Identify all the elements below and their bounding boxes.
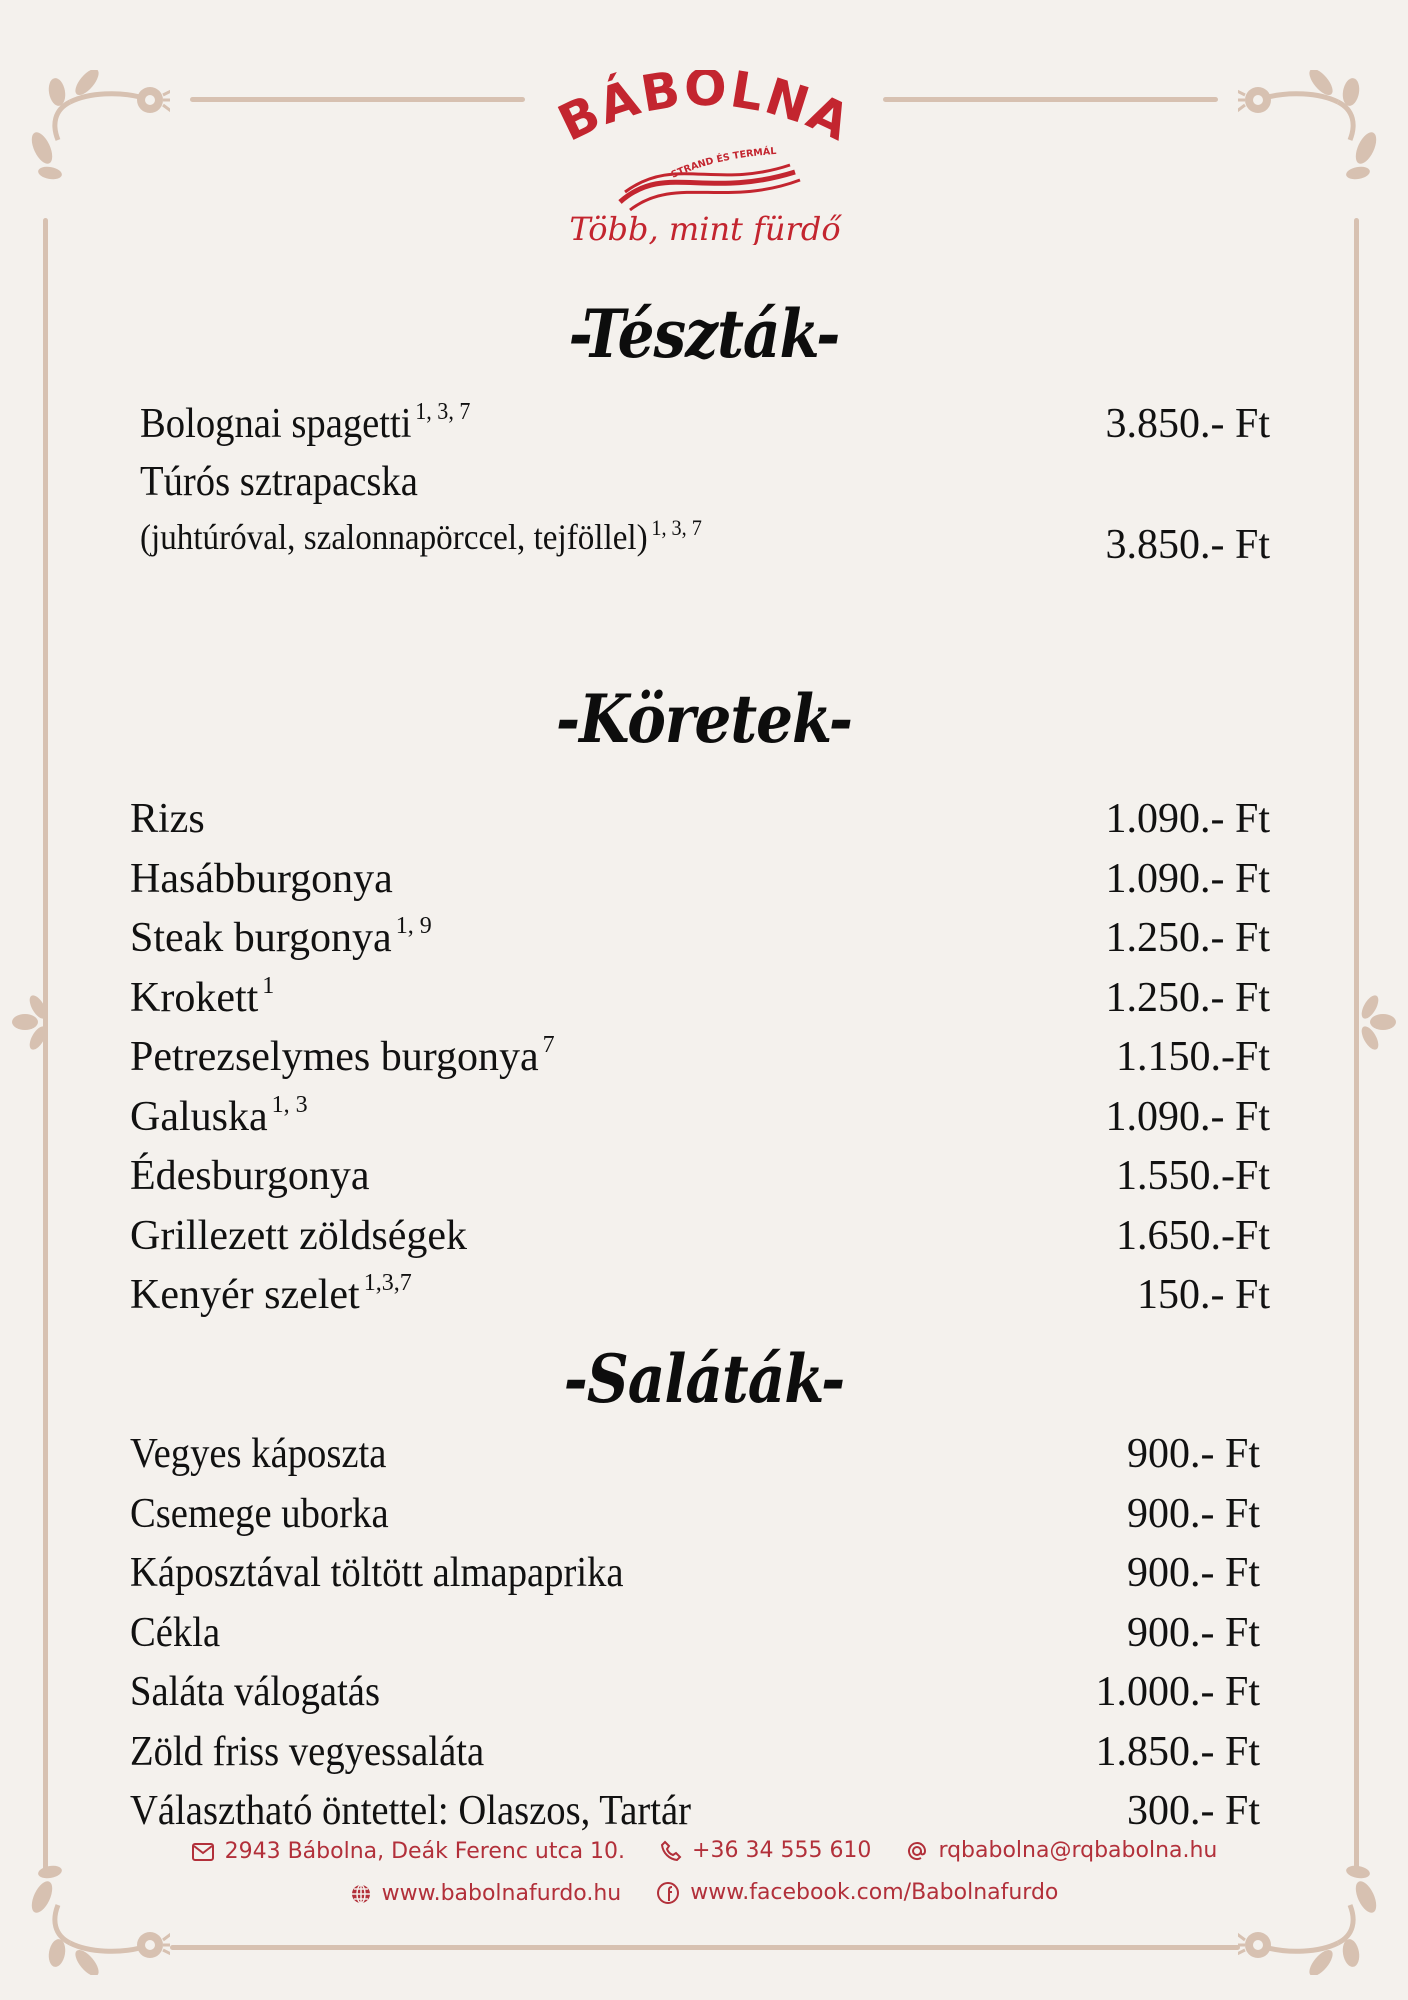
allergen-codes: 1, 3, 7 xyxy=(415,399,471,425)
logo-slogan-text: Több, mint fürdő xyxy=(569,210,841,245)
footer-phone[interactable]: +36 34 555 610 xyxy=(660,1838,871,1863)
item-name: Csemege uborka xyxy=(130,1490,389,1537)
frame-top-line-right xyxy=(883,97,1218,102)
menu-item xyxy=(130,1490,1260,1546)
frame-top-line-left xyxy=(190,97,525,102)
item-price: 900.- Ft xyxy=(1126,1550,1260,1596)
item-name: Túrós sztrapacska xyxy=(140,459,418,505)
item-name: Választható öntettel: Olaszos, Tartár xyxy=(130,1788,691,1834)
phone-icon xyxy=(660,1840,682,1862)
item-price: 900.- Ft xyxy=(1126,1490,1260,1537)
item-price: 300.- Ft xyxy=(1126,1788,1260,1834)
item-name: Káposztával töltött almapaprika xyxy=(130,1550,624,1596)
item-name: Saláta válogatás xyxy=(130,1669,380,1715)
menu-item xyxy=(140,458,1270,514)
menu-item xyxy=(130,1271,1270,1327)
menu-item xyxy=(130,1430,1260,1486)
globe-icon xyxy=(350,1883,372,1905)
babolna-logo xyxy=(555,70,855,245)
menu-item xyxy=(140,516,1270,572)
menu-item xyxy=(130,1549,1260,1605)
item-name: Bolognai spagetti $^{1, 3, 7}$ xyxy=(140,399,471,447)
footer-web-line xyxy=(0,1880,1408,1911)
item-price: 1.850.- Ft xyxy=(1095,1728,1260,1775)
allergen-codes: 1 xyxy=(262,972,275,999)
item-name: Vegyes káposzta xyxy=(130,1431,387,1477)
menu-item xyxy=(130,795,1270,851)
frame-bottom-line xyxy=(170,1945,1240,1950)
item-price: 1.650.-Ft xyxy=(1115,1212,1270,1259)
corner-ornament-top-right xyxy=(1238,70,1388,190)
menu-item xyxy=(130,1787,1260,1843)
item-name: Petrezselymes burgonya $^7$ xyxy=(130,1032,555,1080)
allergen-codes: 1, 9 xyxy=(395,913,432,939)
menu-item xyxy=(130,855,1270,911)
section-title-salads: -Saláták- xyxy=(563,1339,845,1419)
item-name: Rizs xyxy=(130,796,205,842)
item-name: Steak burgonya $^{1, 9}$ xyxy=(130,913,432,961)
item-price: 900.- Ft xyxy=(1126,1609,1260,1656)
item-price: 1.550.-Ft xyxy=(1115,1153,1270,1199)
footer-email[interactable]: rqbabolna@rqbabolna.hu xyxy=(906,1838,1217,1863)
menu-item xyxy=(130,974,1270,1030)
item-price: 1.250.- Ft xyxy=(1105,974,1270,1021)
item-name: Cékla xyxy=(130,1609,221,1656)
section-title-sides: -Köretek- xyxy=(556,679,852,759)
footer-address: 2943 Bábolna, Deák Ferenc utca 10. xyxy=(191,1839,625,1864)
corner-ornament-top-left xyxy=(20,70,170,190)
item-price: 1.090.- Ft xyxy=(1105,855,1270,902)
logo-subtitle-text: STRAND ÉS TERMÁL xyxy=(669,145,777,181)
item-name: Krokett $^1$ xyxy=(130,972,275,1021)
menu-item xyxy=(130,1152,1270,1208)
item-name: Hasábburgonya xyxy=(130,855,393,902)
menu-item xyxy=(140,400,1270,456)
menu-item xyxy=(130,1609,1260,1665)
menu-item xyxy=(130,1033,1270,1089)
item-price: 1.090.- Ft xyxy=(1105,1093,1270,1140)
footer-facebook[interactable]: www.facebook.com/Babolnafurdo xyxy=(656,1880,1058,1905)
menu-item xyxy=(130,1728,1260,1784)
item-description: (juhtúróval, szalonnapörccel, tejföllel) $^{1, 3, 7}$ xyxy=(140,515,702,557)
item-price: 1.250.- Ft xyxy=(1105,915,1270,961)
allergen-codes: 1, 3 xyxy=(271,1091,308,1118)
corner-ornament-bottom-left xyxy=(20,1855,170,1975)
menu-item xyxy=(130,1668,1260,1724)
item-price: 1.090.- Ft xyxy=(1105,796,1270,842)
item-price: 900.- Ft xyxy=(1126,1431,1260,1477)
allergen-codes: 1, 3, 7 xyxy=(651,515,702,540)
item-name: Zöld friss vegyessaláta xyxy=(130,1728,485,1775)
item-name: Kenyér szelet $^{1,3,7}$ xyxy=(130,1270,412,1318)
item-name: Édesburgonya xyxy=(130,1153,370,1199)
item-price: 1.150.-Ft xyxy=(1115,1034,1270,1080)
item-price: 3.850.- Ft xyxy=(1105,401,1270,447)
item-price: 150.- Ft xyxy=(1136,1272,1270,1318)
item-name: Grillezett zöldségek xyxy=(130,1212,468,1259)
item-price: 3.850.- Ft xyxy=(1105,522,1270,568)
menu-item xyxy=(130,914,1270,970)
item-name: Galuska $^{1, 3}$ xyxy=(130,1091,308,1140)
logo-brand-text: BÁBOLNA xyxy=(555,70,855,153)
allergen-codes: 1,3,7 xyxy=(363,1270,412,1296)
section-title-pasta: -Tészták- xyxy=(568,294,840,374)
facebook-icon xyxy=(656,1881,680,1905)
footer-website[interactable]: www.babolnafurdo.hu xyxy=(350,1881,622,1906)
at-icon xyxy=(906,1840,928,1862)
menu-item xyxy=(130,1212,1270,1268)
allergen-codes: 7 xyxy=(542,1032,555,1058)
side-flower-ornament-left xyxy=(5,995,50,1050)
item-price: 1.000.- Ft xyxy=(1095,1669,1260,1715)
menu-item xyxy=(130,1093,1270,1149)
footer-contact-line xyxy=(0,1838,1408,1868)
svg-text:BÁBOLNA xyxy=(555,70,855,153)
corner-ornament-bottom-right xyxy=(1238,1855,1388,1975)
mail-icon xyxy=(191,1842,215,1862)
side-flower-ornament-right xyxy=(1358,995,1403,1050)
